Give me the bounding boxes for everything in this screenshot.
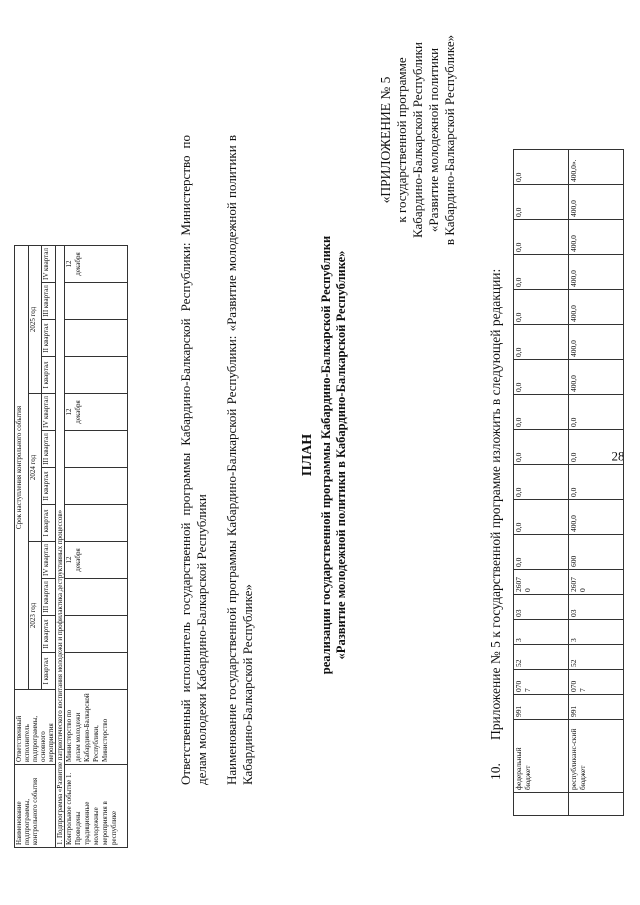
deadline-cell: 12 декабря: [65, 542, 128, 579]
quarter-header: I квартал: [42, 357, 56, 394]
appendix-line: к государственной программе: [394, 57, 409, 223]
quarter-header: I квартал: [42, 505, 56, 542]
budget-value: 0,0: [514, 535, 569, 570]
appendix-line: «Развитие молодежной политики: [426, 47, 441, 233]
budget-code: 070 7: [569, 670, 624, 695]
appendix-line: в Кабардино-Балкарской Республике»: [442, 34, 457, 246]
budget-value: 0,0: [514, 325, 569, 360]
budget-value: 400,0».: [569, 150, 624, 185]
budget-value: 400,0: [569, 290, 624, 325]
quarter-header: IV квартал: [42, 542, 56, 579]
event-responsible: Министерство по делам молодежи Кабардино-Балкарской Республики, Министерство: [65, 690, 128, 765]
appendix-title: «ПРИЛОЖЕНИЕ № 5: [378, 76, 393, 204]
deadline-cell: [65, 616, 128, 653]
budget-value: 400,0: [569, 255, 624, 290]
plan-line-1: реализации государственной программы Кабардино-Балкарской Республики: [319, 235, 333, 675]
budget-value: 0,0: [514, 395, 569, 430]
budget-label: федеральный бюджет: [514, 720, 569, 793]
instruction-number: 10.: [488, 763, 503, 780]
budget-code: 52: [569, 645, 624, 670]
budget-code: 03: [514, 595, 569, 620]
subprogram-row: 1. Подпрограмма «Развитие патриотического воспитания молодежи и профилактика деструктивных процессов»: [56, 246, 65, 848]
budget-value: 0,0: [569, 465, 624, 500]
header-responsible: Ответственный исполнитель подпрограммы, основного мероприятия: [15, 690, 56, 765]
budget-code: 03: [569, 595, 624, 620]
budget-value: 0,0: [569, 395, 624, 430]
budget-value: 400,0: [569, 220, 624, 255]
budget-value: 0,0: [514, 150, 569, 185]
event-name: Контрольное событие 1. Проведены традиционные молодежные мероприятия в республике: [65, 765, 128, 848]
year-header: 2023 год: [28, 542, 42, 690]
quarter-header: II квартал: [42, 468, 56, 505]
quarter-header: III квартал: [42, 579, 56, 616]
quarter-header: II квартал: [42, 616, 56, 653]
budget-value: 0,0: [569, 430, 624, 465]
budget-value: 400,0: [569, 185, 624, 220]
plan-title: [300, 125, 349, 785]
appendix-line: Кабардино-Балкарской Республики: [410, 42, 425, 238]
budget-code: 991: [514, 695, 569, 720]
deadline-cell: [65, 320, 128, 357]
plan-heading: ПЛАН: [300, 433, 315, 477]
budget-empty-cell: [569, 793, 624, 816]
appendix-header: [378, 20, 458, 260]
deadline-cell: [65, 431, 128, 468]
program-name-paragraph: Наименование государственной программы Кабардино-Балкарской Республики: «Развитие молодежной политики в Кабардино-Балкарской Республике»: [224, 135, 255, 785]
budget-value: 400,0: [569, 360, 624, 395]
year-header: 2025 год: [28, 246, 42, 394]
budget-empty-cell: [514, 793, 569, 816]
deadline-cell: [65, 653, 128, 690]
page-number: 28: [611, 448, 625, 464]
year-header: 2024 год: [28, 394, 42, 542]
deadline-cell: 12 декабря: [65, 394, 128, 431]
budget-value: 0,0: [514, 500, 569, 535]
budget-table: [513, 149, 624, 816]
plan-line-2: «Развитие молодежной политики в Кабардино-Балкарской Республике»: [334, 250, 348, 660]
deadline-cell: [65, 579, 128, 616]
budget-code: 52: [514, 645, 569, 670]
deadline-cell: [65, 505, 128, 542]
quarter-header: II квартал: [42, 320, 56, 357]
budget-value: 400,0: [569, 325, 624, 360]
budget-value: 0,0: [514, 465, 569, 500]
budget-code: 3: [569, 620, 624, 645]
budget-value: 0,0: [514, 360, 569, 395]
budget-value: 400,0: [569, 500, 624, 535]
header-deadline: Срок наступления контрольного события: [15, 246, 29, 690]
budget-value: 0,0: [514, 430, 569, 465]
quarter-header: IV квартал: [42, 246, 56, 283]
budget-value: 600: [569, 535, 624, 570]
instruction-line: [488, 269, 504, 780]
budget-code: 2607 0: [514, 570, 569, 595]
budget-code: 070 7: [514, 670, 569, 695]
budget-code: 2607 0: [569, 570, 624, 595]
budget-row: [514, 150, 569, 816]
quarter-header: I квартал: [42, 653, 56, 690]
budget-code: 991: [569, 695, 624, 720]
executor-paragraph: Ответственный исполнитель государственной программы Кабардино-Балкарской Республики: Министерство по делам молодежи Кабардино-Балкарской Республики: [178, 135, 209, 785]
header-name: Наименование подпрограммы, контрольного события: [15, 765, 56, 848]
deadline-cell: [65, 357, 128, 394]
deadline-cell: 12 декабря: [65, 246, 128, 283]
deadline-cell: [65, 283, 128, 320]
budget-value: 0,0: [514, 220, 569, 255]
plan-table: [14, 245, 128, 848]
quarter-header: IV квартал: [42, 394, 56, 431]
budget-code: 3: [514, 620, 569, 645]
budget-label: республиканс-ский бюджет: [569, 720, 624, 793]
budget-value: 0,0: [514, 255, 569, 290]
budget-value: 0,0: [514, 290, 569, 325]
budget-value: 0,0: [514, 185, 569, 220]
quarter-header: III квартал: [42, 283, 56, 320]
budget-row: [569, 150, 624, 816]
instruction-text: Приложение № 5 к государственной программе изложить в следующей редакции:: [488, 268, 503, 740]
quarter-header: III квартал: [42, 431, 56, 468]
deadline-cell: [65, 468, 128, 505]
